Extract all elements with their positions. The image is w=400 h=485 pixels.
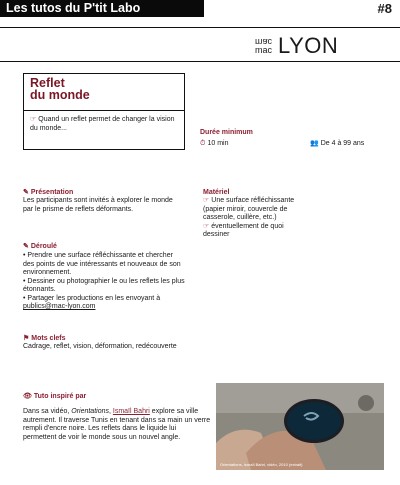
keywords-label-text: Mots clefs (31, 335, 66, 342)
contact-email-link[interactable]: publics@mac-lyon.com (23, 303, 96, 310)
speech-icon: ✎ (23, 189, 29, 196)
list-icon: ✎ (23, 243, 29, 250)
logo-mac-text: mac (255, 45, 273, 55)
deroule-step: • Prendre une surface réfléchissante et chercher des points de vue intéressants et nouveaux de son environnement. (23, 252, 181, 276)
artwork-title: Orientations (71, 408, 109, 415)
presentation-label (23, 188, 73, 197)
logo-mac (255, 38, 272, 54)
item-icon: ☞ (203, 197, 210, 204)
mac-lyon-logo (255, 33, 391, 59)
people-icon: 👥 (310, 140, 319, 147)
duration-time-value: 10 min (207, 140, 229, 147)
tuto-text (23, 408, 211, 442)
artist-link[interactable]: Ismaïl Bahri (112, 408, 150, 415)
deroule-label (23, 242, 57, 251)
header-rule-bottom (0, 61, 400, 62)
artwork-photo (216, 383, 384, 470)
keywords-text: Cadrage, reflet, vision, déformation, redécouverte (23, 343, 177, 350)
tuto-text-part: explore sa ville autrement. Il traverse Tunis en tenant dans sa main un verre rempli d'encre noire. Les reflets dans le liquide lui permettent de voir le monde sous un nouvel angle. (23, 408, 211, 441)
item-icon: ☞ (203, 222, 210, 230)
materiel-item (203, 197, 295, 223)
materiel-item (203, 223, 295, 240)
artwork-photo-illustration (216, 383, 384, 470)
header-rule-top (0, 27, 400, 28)
clock-icon: ⏱ (200, 140, 206, 147)
title-line-1: Reflet (30, 76, 65, 90)
deroule-step: • Partager les productions en les envoyant à (23, 294, 161, 302)
tuto-label-text: Tuto inspiré par (33, 393, 87, 400)
duration-label: Durée minimum (200, 129, 253, 136)
materiel-label: Matériel (203, 189, 230, 196)
tuto-text-part: Dans sa vidéo, (23, 408, 72, 415)
title-box (23, 73, 185, 111)
presentation-text: Les participants sont invités à explorer le monde par le prisme de reflets déformants. (23, 197, 173, 213)
logo-mac-mirrored: mac (255, 37, 273, 47)
age-range (310, 140, 364, 149)
summary-box (23, 110, 185, 150)
materiel-list (203, 197, 295, 240)
presentation-label-text: Présentation (30, 189, 74, 196)
deroule-steps (23, 252, 185, 312)
deroule-label-text: Déroulé (30, 243, 57, 250)
eyes-icon: 👁 (23, 393, 32, 400)
logo-lyon: LYON (278, 33, 339, 58)
summary-text: Quand un reflet permet de changer la vision du monde... (30, 116, 175, 132)
photo-caption: Orientations, Ismaïl Bahri, vidéo, 2010 (extrait) (220, 462, 303, 467)
materiel-item-text: éventuellement de quoi dessiner (203, 222, 284, 238)
tuto-text-part: , (109, 408, 113, 415)
keywords-label (23, 334, 66, 343)
series-title: Les tutos du P'tit Labo (0, 0, 204, 17)
issue-number: #8 (377, 1, 392, 16)
tuto-label (23, 392, 86, 401)
age-range-value: De 4 à 99 ans (320, 140, 365, 147)
duration-time (200, 140, 228, 149)
deroule-step: • Dessiner ou photographier le ou les reflets les plus étonnants. (23, 277, 185, 293)
hand-pointer-icon: ☞ (30, 116, 37, 123)
materiel-item-text: Une surface réfléchissante (papier miroir, couvercle de casserole, cuillère, etc.) (203, 197, 295, 221)
tag-icon: ⚑ (23, 335, 30, 342)
title-line-2: du monde (30, 88, 90, 102)
